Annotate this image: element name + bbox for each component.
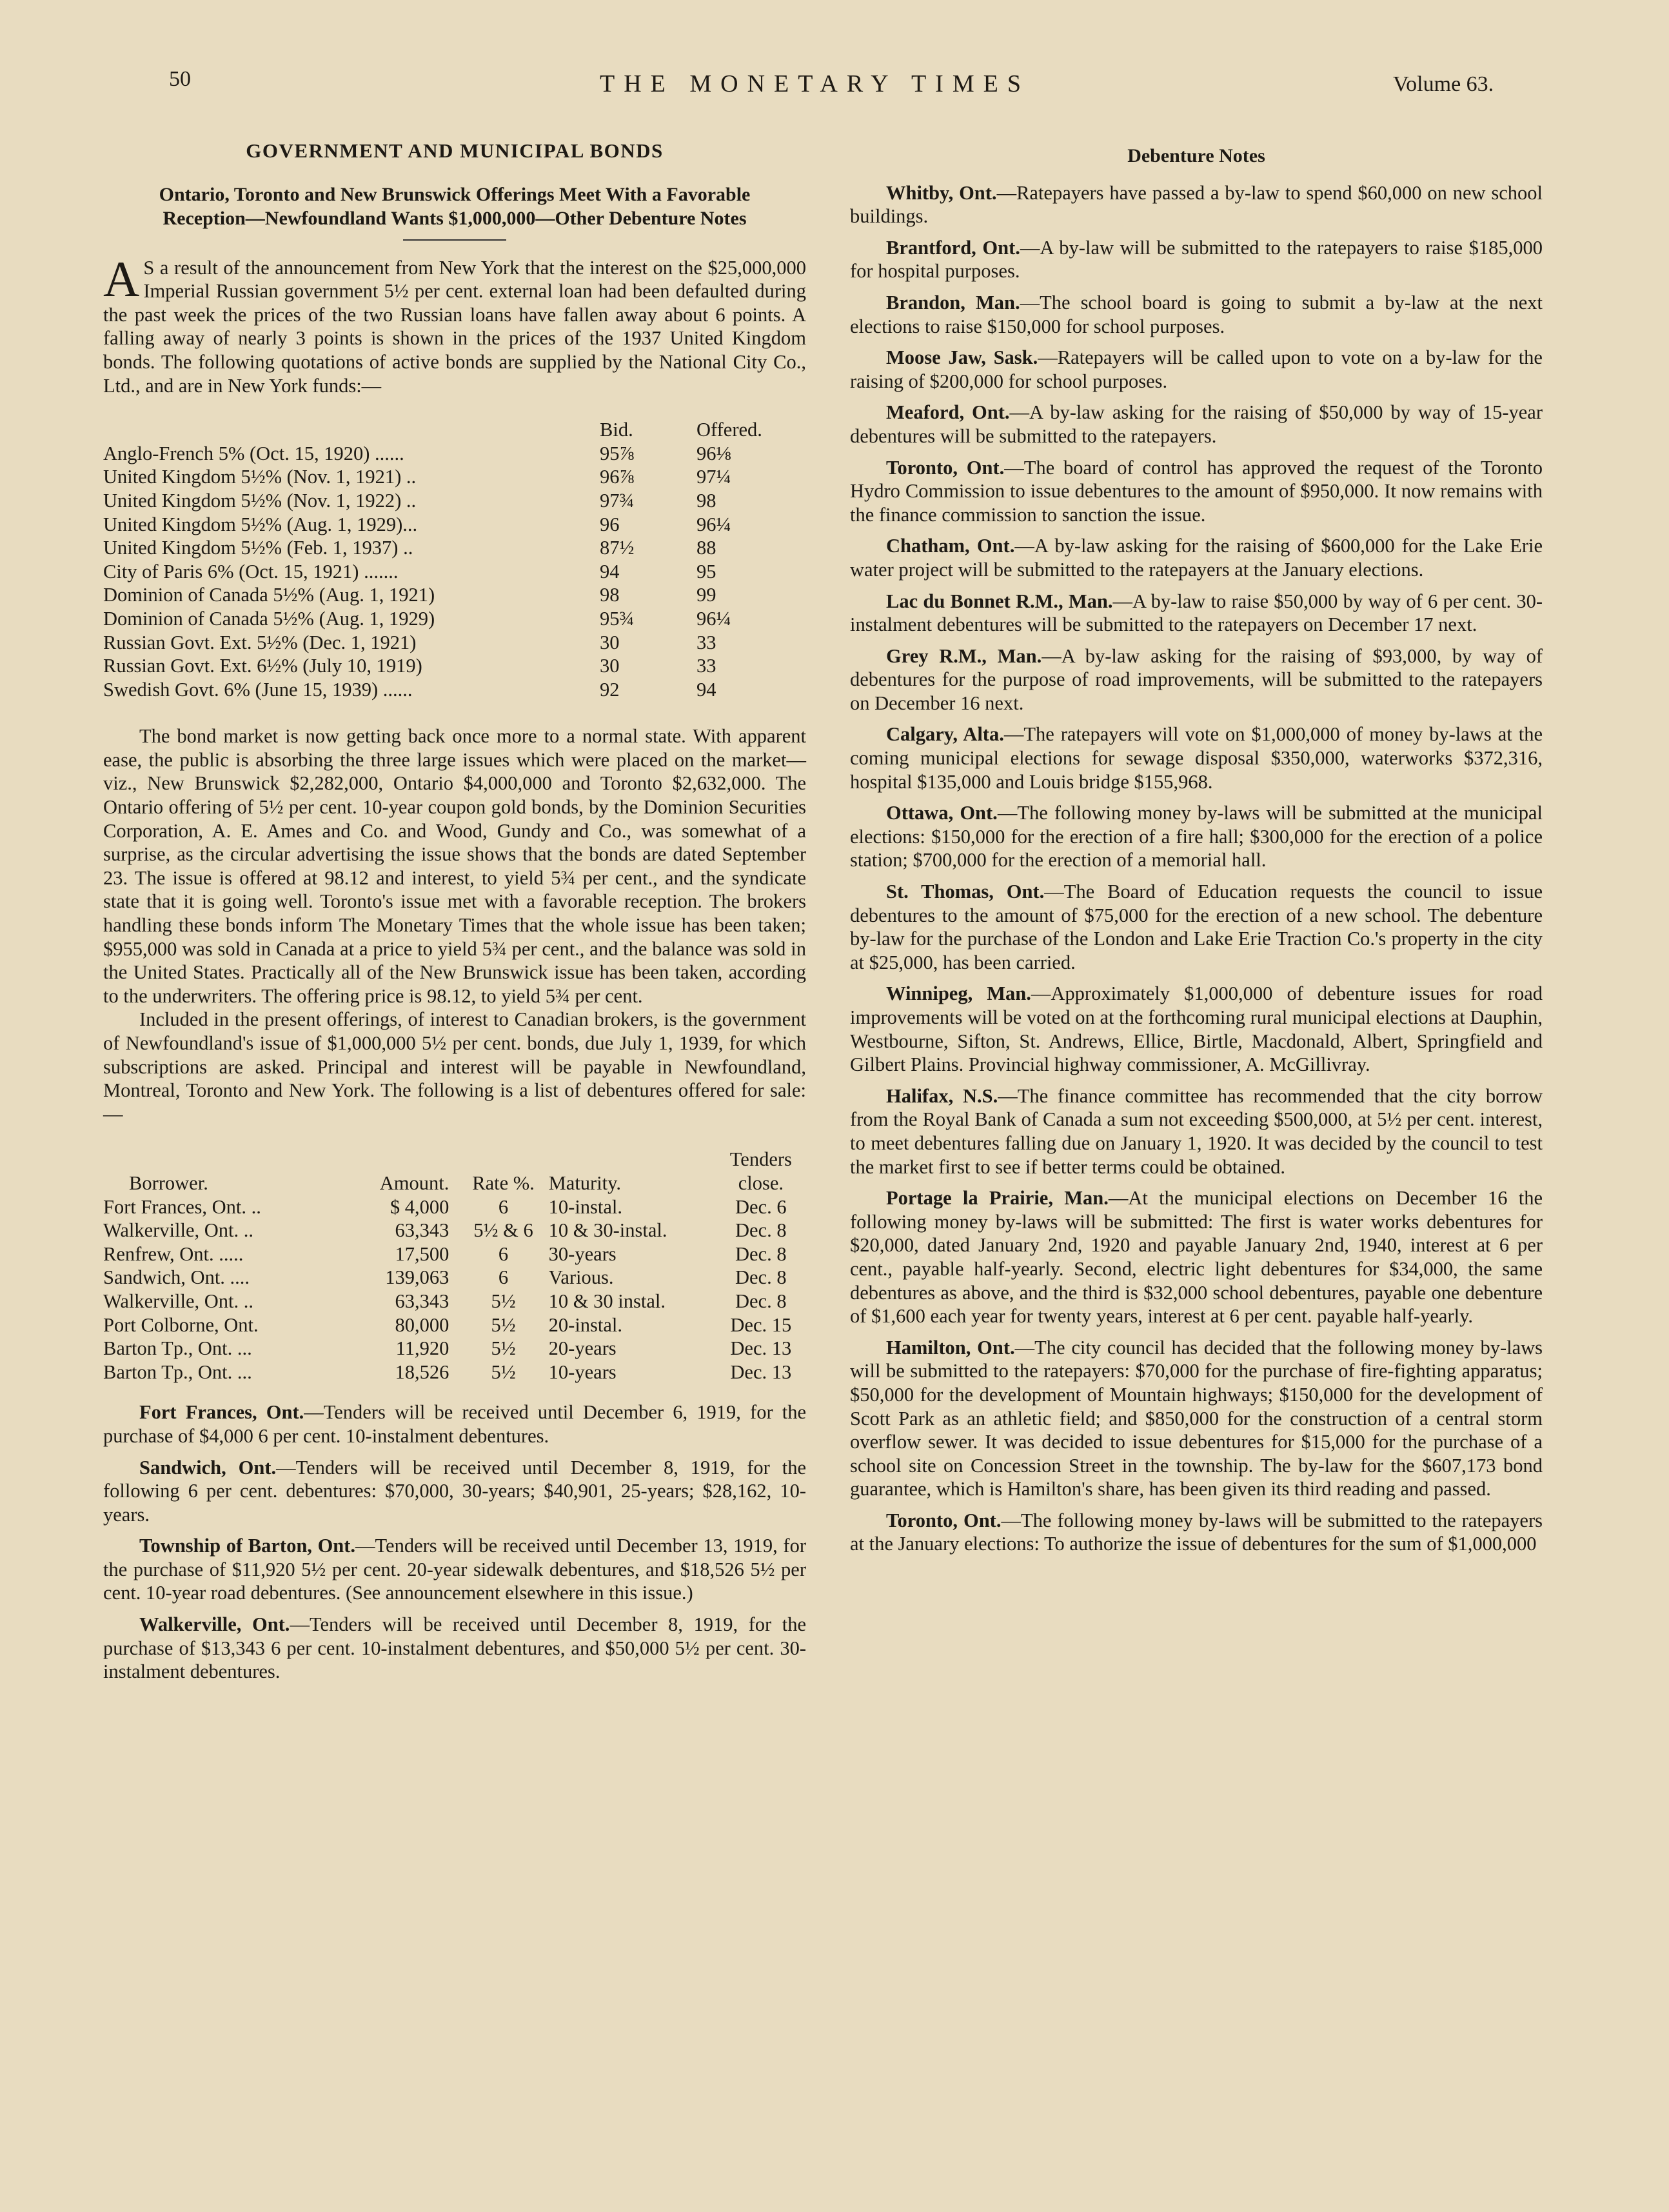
note-paragraph — [850, 1084, 1543, 1179]
borrower-cell: Walkerville, Ont. .. — [103, 1219, 254, 1242]
note-text: —The ratepayers will vote on $1,000,000 of money by-laws at the coming municipal elections for sewage disposal $350,000, waterworks $372,316, hospital $135,000 and Louis bridge $155,968. — [850, 723, 1543, 793]
note-paragraph — [850, 291, 1543, 338]
note-text: —Approximately $1,000,000 of debenture issues for road improvements will be voted on at the forthcoming rural municipal elections at Dauphin, Westbourne, Sifton, St. Andrews, Ellice, Birtle, Macdonald, Albert, Springfield and Gilbert Plains. Provincial highway commissioner, A. McGillivray. — [850, 982, 1543, 1076]
note-lead: Brandon, Man. — [886, 291, 1020, 314]
note-text: —Tenders will be received until December 13, 1919, for the purchase of $11,920 5½ per cent. 20-year sidewalk debentures, and $18,526 5½ per cent. 10-year road debentures. (See announcement elsewhere in this issue.) — [103, 1535, 806, 1604]
note-lead: Halifax, N.S. — [886, 1084, 998, 1107]
bond-row — [103, 678, 806, 702]
close-cell: Dec. 8 — [735, 1290, 787, 1312]
borrower-cell: Renfrew, Ont. ..... — [103, 1242, 244, 1265]
note-paragraph — [850, 801, 1543, 872]
note-lead: Winnipeg, Man. — [886, 982, 1031, 1005]
drop-cap: A — [103, 250, 140, 307]
debenture-notes-title: Debenture Notes — [1127, 145, 1265, 166]
bond-name: Russian Govt. Ext. 6½% (July 10, 1919) — [103, 655, 422, 677]
amount-cell: 139,063 — [385, 1266, 449, 1289]
rate-cell: 5½ — [491, 1360, 516, 1383]
note-lead: Brantford, Ont. — [886, 236, 1020, 259]
close-header: close. — [738, 1171, 784, 1194]
debentures-table — [103, 1148, 806, 1384]
note-text: —The finance committee has recommended that the city borrow from the Royal Bank of Canada a sum not exceeding $500,000, at 5½ per cent. interest, to meet debentures falling due on January 1, 1920. It was decided by the council to test the market first to see if better terms could be obtained. — [850, 1084, 1543, 1178]
note-lead: Township of Barton, Ont. — [139, 1535, 356, 1557]
bond-bid: 94 — [600, 560, 620, 583]
note-text: —A by-law asking for the raising of $93,000, by way of debentures for the purpose of road improvements, will be submitted to the ratepayers on December 16 next. — [850, 644, 1543, 714]
note-lead: Toronto, Ont. — [886, 456, 1005, 479]
bond-bid: 30 — [600, 655, 620, 677]
borrower-cell: Barton Tp., Ont. ... — [103, 1337, 252, 1360]
close-cell: Dec. 13 — [730, 1337, 792, 1360]
bond-offered: 96⅛ — [696, 442, 731, 464]
volume-label: Volume 63. — [1393, 72, 1494, 96]
note-lead: Grey R.M., Man. — [886, 644, 1042, 667]
divider-rule — [403, 239, 506, 241]
newfoundland-paragraph: Included in the present offerings, of interest to Canadian brokers, is the government of Newfoundland's issue of $1,000,000 5½ per cent. bonds, due July 1, 1939, for which subscriptions are asked. Principal and interest will be payable in Newfoundland, Montreal, Toronto and New York. The following is a list of debentures offered for sale:— — [103, 1008, 806, 1125]
bond-table-header — [103, 418, 806, 442]
note-lead: Chatham, Ont. — [886, 535, 1015, 557]
borrower-cell: Walkerville, Ont. .. — [103, 1290, 254, 1312]
note-paragraph — [103, 1400, 806, 1448]
section-title: GOVERNMENT AND MUNICIPAL BONDS — [246, 139, 664, 162]
maturity-cell: 10 & 30 instal. — [548, 1290, 666, 1312]
maturity-cell: 10 & 30-instal. — [548, 1219, 667, 1242]
right-notes — [850, 181, 1543, 1556]
rate-cell: 5½ — [491, 1290, 516, 1312]
maturity-cell: 10-years — [548, 1360, 617, 1383]
note-text: —Ratepayers have passed a by-law to spend $60,000 on new school buildings. — [850, 181, 1543, 228]
market-paragraph: The bond market is now getting back once more to a normal state. With apparent ease, the public is absorbing the three large issues which were placed on the market—viz., New Brunswick $2,282,000, Ontario $4,000,000 and Toronto $2,632,000. The Ontario offering of 5½ per cent. 10-year coupon gold bonds, by the Dominion Securities Corporation, A. E. Ames and Co. and Wood, Gundy and Co., was somewhat of a surprise, as the circular advertising the issue shows that the bonds are dated September 23. The issue is offered at 98.12 and interest, to yield 5¾ per cent., and the syndicate state that it is going well. Toronto's issue met with a favorable reception. The brokers handling these bonds inform The Monetary Times that the whole issue has been taken; $955,000 was sold in Canada at a price to yield 5¾ per cent., and the balance was sold in the United States. Practically all of the New Brunswick issue has been taken, according to the underwriters. The offering price is 98.12, to yield 5¾ per cent. — [103, 725, 806, 1007]
bond-bid: 95⅞ — [600, 442, 635, 464]
bond-name: United Kingdom 5½% (Feb. 1, 1937) .. — [103, 537, 413, 559]
bond-offered: 33 — [696, 631, 716, 653]
debenture-row — [103, 1337, 806, 1360]
note-text: —The board of control has approved the request of the Toronto Hydro Commission to issue debentures to the amount of $950,000. It now remains with the finance commission to sanction the issue. — [850, 456, 1543, 526]
deb-header — [103, 1171, 806, 1195]
bond-offered: 95 — [696, 560, 716, 583]
bond-name: Dominion of Canada 5½% (Aug. 1, 1929) — [103, 607, 435, 630]
amount-cell: 11,920 — [395, 1337, 449, 1360]
note-paragraph — [850, 722, 1543, 793]
close-cell: Dec. 8 — [735, 1266, 787, 1289]
bond-offered: 98 — [696, 489, 716, 512]
bond-row — [103, 442, 806, 466]
note-text: —At the municipal elections on December 16 the following money by-laws will be submitted: The first is water works debentures for $20,000, dated January 2nd, 1920 and payable January 2nd, 1940, interest at 6 per cent., payable half-yearly. Second, electric light debentures for $34,000, the same debentures as above, and the third is $32,000 school debentures, payable one debenture of $1,600 each year for twenty years, interest at 6 per cent. payable half-yearly. — [850, 1187, 1543, 1328]
note-text: —Tenders will be received until December 8, 1919, for the purchase of $13,343 6 per cent. 10-instalment debentures, and $50,000 5½ per cent. 30-instalment debentures. — [103, 1613, 807, 1683]
note-paragraph — [850, 644, 1543, 715]
note-text: —A by-law will be submitted to the ratepayers to raise $185,000 for hospital purposes. — [850, 236, 1543, 283]
note-paragraph — [850, 880, 1543, 974]
debenture-row — [103, 1242, 806, 1266]
bond-name: City of Paris 6% (Oct. 15, 1921) ....... — [103, 560, 399, 583]
bid-header: Bid. — [600, 419, 633, 441]
bond-name: United Kingdom 5½% (Aug. 1, 1929)... — [103, 513, 418, 535]
note-paragraph — [850, 590, 1543, 637]
note-paragraph — [850, 456, 1543, 527]
rate-cell: 6 — [498, 1266, 509, 1289]
bond-row — [103, 654, 806, 678]
bond-row — [103, 607, 806, 631]
maturity-cell: 20-instal. — [548, 1313, 623, 1336]
bond-offered: 96¼ — [696, 513, 731, 535]
debenture-row — [103, 1195, 806, 1219]
left-column — [103, 135, 806, 1684]
bond-name: Dominion of Canada 5½% (Aug. 1, 1921) — [103, 584, 435, 606]
bond-offered: 94 — [696, 678, 716, 701]
note-text: —The city council has decided that the following money by-laws will be submitted to the ratepayers: $70,000 for the purchase of fire-fighting apparatus; $50,000 for the development of Mountain highways; $150,000 for the development of Scott Park as an athletic field; and $850,000 for the construction of a central storm overflow sewer. It was decided to issue debentures for $15,000 for the purchase of a school site on Concession Street in the township. The by-law for the $607,173 bond guarantee, which is Hamilton's share, has been given its third reading and passed. — [850, 1336, 1543, 1500]
rate-cell: 5½ — [491, 1337, 516, 1360]
note-paragraph — [850, 401, 1543, 448]
bond-name: United Kingdom 5½% (Nov. 1, 1921) .. — [103, 466, 417, 488]
amount-cell: $ 4,000 — [390, 1195, 449, 1218]
amount-cell: 18,526 — [395, 1360, 449, 1383]
note-paragraph — [850, 982, 1543, 1076]
debenture-row — [103, 1266, 806, 1290]
maturity-header: Maturity. — [548, 1171, 622, 1194]
bond-bid: 30 — [600, 631, 620, 653]
amount-cell: 63,343 — [395, 1290, 449, 1312]
note-lead: Ottawa, Ont. — [886, 802, 998, 824]
note-text: —A by-law asking for the raising of $600,000 for the Lake Erie water project will be submitted to the ratepayers at the January elections. — [850, 535, 1543, 581]
bond-bid: 92 — [600, 678, 620, 701]
bond-row — [103, 560, 806, 584]
debenture-row — [103, 1290, 806, 1313]
bond-row — [103, 583, 806, 607]
bond-bid: 96⅞ — [600, 466, 635, 488]
bond-bid: 97¾ — [600, 489, 635, 512]
note-paragraph — [103, 1534, 806, 1605]
note-lead: St. Thomas, Ont. — [886, 881, 1045, 903]
note-lead: Lac du Bonnet R.M., Man. — [886, 590, 1113, 612]
bond-name: Russian Govt. Ext. 5½% (Dec. 1, 1921) — [103, 631, 417, 653]
rate-cell: 6 — [498, 1195, 509, 1218]
bond-bid: 87½ — [600, 537, 635, 559]
rate-cell: 6 — [498, 1242, 509, 1265]
publication-title: THE MONETARY TIMES — [600, 70, 1030, 97]
bond-row — [103, 631, 806, 655]
right-column — [850, 135, 1543, 1556]
note-lead: Moose Jaw, Sask. — [886, 346, 1038, 369]
bond-row — [103, 489, 806, 513]
left-notes — [103, 1400, 806, 1684]
maturity-cell: Various. — [548, 1266, 614, 1289]
close-cell: Dec. 6 — [735, 1195, 787, 1218]
bond-name: Anglo-French 5% (Oct. 15, 1920) ...... — [103, 442, 404, 464]
note-text: —Tenders will be received until December 6, 1919, for the purchase of $4,000 6 per cent. 10-instalment debentures. — [103, 1401, 806, 1447]
note-lead: Whitby, Ont. — [886, 181, 997, 204]
bond-quotations-table — [103, 418, 806, 701]
borrower-cell: Barton Tp., Ont. ... — [103, 1360, 252, 1383]
note-text: —The Board of Education requests the council to issue debentures to the amount of $75,000 for the erection of a new school. The debenture by-law for the purchase of the London and Lake Erie Traction Co.'s property in the city at $25,000, has been carried. — [850, 881, 1543, 973]
maturity-cell: 10-instal. — [548, 1195, 623, 1218]
debenture-row — [103, 1360, 806, 1384]
deb-header-top — [103, 1148, 806, 1171]
close-cell: Dec. 8 — [735, 1242, 787, 1265]
borrower-cell: Sandwich, Ont. .... — [103, 1266, 250, 1289]
rate-cell: 5½ — [491, 1313, 516, 1336]
note-paragraph — [850, 1509, 1543, 1556]
bond-bid: 95¾ — [600, 607, 635, 630]
note-lead: Meaford, Ont. — [886, 401, 1010, 424]
note-lead: Sandwich, Ont. — [139, 1456, 277, 1479]
borrower-cell: Fort Frances, Ont. .. — [103, 1195, 261, 1218]
bond-offered: 99 — [696, 584, 716, 606]
article-deck: Ontario, Toronto and New Brunswick Offerings Meet With a Favorable Reception—Newfoundland Wants $1,000,000—Other Debenture Notes — [159, 183, 751, 229]
bond-offered: 88 — [696, 537, 716, 559]
close-cell: Dec. 15 — [730, 1313, 792, 1336]
note-text: —The following money by-laws will be submitted at the municipal elections: $150,000 for the erection of a fire hall; $300,000 for the erection of a police station; $700,000 for the erection of a memorial hall. — [850, 802, 1543, 872]
note-paragraph — [850, 534, 1543, 581]
bond-name: Swedish Govt. 6% (June 15, 1939) ...... — [103, 678, 413, 701]
maturity-cell: 30-years — [548, 1242, 617, 1265]
debenture-row — [103, 1219, 806, 1242]
rate-header: Rate %. — [472, 1171, 535, 1194]
borrower-cell: Port Colborne, Ont. — [103, 1313, 259, 1336]
bond-offered: 97¼ — [696, 466, 731, 488]
intro-text: S a result of the announcement from New York that the interest on the $25,000,000 Imperial Russian government 5½ per cent. external loan had been defaulted during the past week the prices of the two Russian loans have fallen away about 6 points. A falling away of nearly 3 points is shown in the prices of the 1937 United Kingdom bonds. The following quotations of active bonds are supplied by the National City Co., Ltd., and are in New York funds:— — [103, 256, 806, 397]
note-paragraph — [850, 346, 1543, 393]
note-paragraph — [103, 1456, 806, 1527]
note-paragraph — [850, 181, 1543, 228]
amount-cell: 17,500 — [395, 1242, 449, 1265]
note-lead: Portage la Prairie, Man. — [886, 1187, 1109, 1210]
close-cell: Dec. 8 — [735, 1219, 787, 1242]
tenders-header: Tenders — [729, 1148, 792, 1171]
bond-row — [103, 536, 806, 560]
bond-bid: 96 — [600, 513, 620, 535]
note-lead: Walkerville, Ont. — [139, 1613, 290, 1636]
note-text: —Ratepayers will be called upon to vote on a by-law for the raising of $200,000 for school purposes. — [850, 346, 1543, 392]
amount-header: Amount. — [379, 1171, 449, 1194]
debenture-row — [103, 1313, 806, 1337]
note-text: —A by-law asking for the raising of $50,000 by way of 15-year debentures will be submitted to the ratepayers. — [850, 401, 1543, 447]
bond-row — [103, 513, 806, 537]
note-lead: Fort Frances, Ont. — [139, 1401, 304, 1424]
borrower-header: Borrower. — [129, 1171, 208, 1194]
note-text: —A by-law to raise $50,000 by way of 6 per cent. 30-instalment debentures will be submitted to the ratepayers on December 17 next. — [850, 590, 1543, 636]
note-paragraph — [850, 1186, 1543, 1328]
amount-cell: 80,000 — [395, 1313, 449, 1336]
page-number: 50 — [169, 67, 191, 91]
note-paragraph — [850, 1336, 1543, 1501]
bond-offered: 96¼ — [696, 607, 731, 630]
rate-cell: 5½ & 6 — [473, 1219, 533, 1242]
note-text: —The school board is going to submit a by-law at the next elections to raise $150,000 for school purposes. — [850, 291, 1543, 337]
note-paragraph — [103, 1613, 806, 1684]
note-paragraph — [850, 236, 1543, 283]
offered-header: Offered. — [696, 419, 762, 441]
amount-cell: 63,343 — [395, 1219, 449, 1242]
note-lead: Calgary, Alta. — [886, 723, 1004, 746]
note-text: —The following money by-laws will be submitted to the ratepayers at the January elections: To authorize the issue of debentures for the sum of $1,000,000 — [850, 1509, 1543, 1555]
close-cell: Dec. 13 — [730, 1360, 792, 1383]
note-lead: Hamilton, Ont. — [886, 1336, 1015, 1359]
intro-paragraph — [103, 250, 806, 398]
bond-bid: 98 — [600, 584, 620, 606]
bond-offered: 33 — [696, 655, 716, 677]
bond-row — [103, 465, 806, 489]
bond-name: United Kingdom 5½% (Nov. 1, 1922) .. — [103, 489, 417, 512]
note-text: —Tenders will be received until December 8, 1919, for the following 6 per cent. debentures: $70,000, 30-years; $40,901, 25-years; $28,162, 10-years. — [103, 1456, 806, 1526]
note-lead: Toronto, Ont. — [886, 1509, 1002, 1531]
maturity-cell: 20-years — [548, 1337, 617, 1360]
